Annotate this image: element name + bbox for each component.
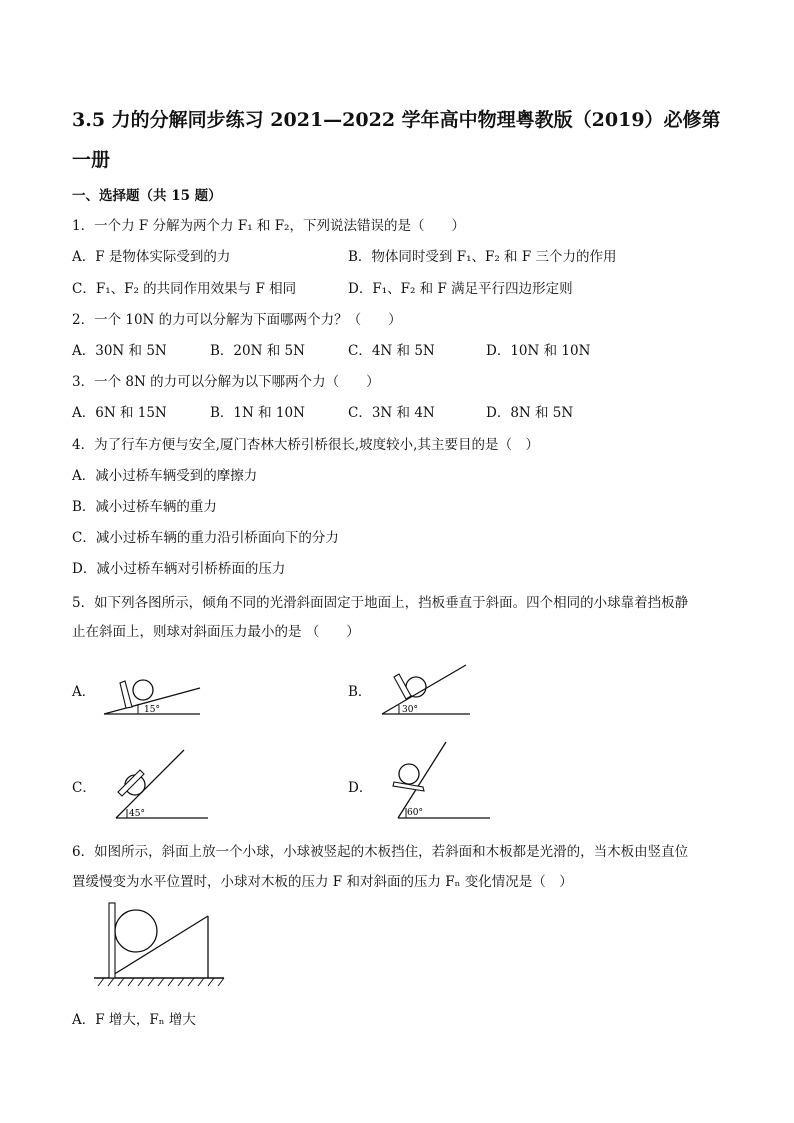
q5-figure-b [376, 660, 476, 720]
q5-angle-c: 45° [129, 809, 145, 819]
q5-angle-a: 15° [144, 705, 160, 715]
q3-option-b: B．1N 和 10N [210, 405, 305, 421]
q4-option-c: C．减小过桥车辆的重力沿引桥面向下的分力 [72, 530, 339, 546]
q5-stem-line1: 5．如下列各图所示，倾角不同的光滑斜面固定于地面上，挡板垂直于斜面。四个相同的小球靠着挡板静 [72, 595, 689, 611]
q5-stem-line2: 止在斜面上，则球对斜面压力最小的是 （ ） [72, 624, 360, 640]
q2-option-b: B．20N 和 5N [210, 343, 305, 359]
q2-stem: 2．一个 10N 的力可以分解为下面哪两个力？（ ） [72, 312, 402, 328]
q5-figure-c [108, 742, 212, 822]
q5-label-b: B． [348, 684, 372, 700]
q5-label-a: A． [72, 684, 96, 700]
q4-option-d: D．减小过桥车辆对引桥桥面的压力 [72, 561, 286, 577]
q6-stem-line1: 6．如图所示，斜面上放一个小球，小球被竖起的木板挡住，若斜面和木板都是光滑的，当木板由竖直位 [72, 844, 689, 860]
q3-option-d: D．8N 和 5N [486, 405, 574, 421]
q3-option-c: C．3N 和 4N [348, 405, 435, 421]
q5-label-c: C． [72, 780, 96, 796]
q1-option-c: C．F₁、F₂ 的共同作用效果与 F 相同 [72, 281, 297, 297]
q5-figure-a [100, 664, 210, 720]
page-title: 3.5 力的分解同步练习 2021—2022 学年高中物理粤教版（2019）必修第一册 [72, 109, 721, 171]
q5-figure-d [384, 738, 494, 822]
q6-figure [90, 900, 230, 994]
q5-angle-d: 60° [407, 808, 423, 818]
q1-option-a: A．F 是物体实际受到的力 [72, 249, 231, 265]
q2-option-a: A．30N 和 5N [72, 343, 167, 359]
q5-label-d: D． [348, 780, 373, 796]
q1-option-b: B．物体同时受到 F₁、F₂ 和 F 三个力的作用 [348, 249, 617, 265]
q3-stem: 3．一个 8N 的力可以分解为以下哪两个力（ ） [72, 374, 380, 390]
q6-stem-line2: 置缓慢变为水平位置时，小球对木板的压力 F 和对斜面的压力 Fₙ 变化情况是（ ） [72, 874, 573, 890]
q1-stem: 1．一个力 F 分解为两个力 F₁ 和 F₂，下列说法错误的是（ ） [72, 218, 465, 234]
q1-option-d: D．F₁、F₂ 和 F 满足平行四边形定则 [348, 281, 573, 297]
q4-stem: 4．为了行车方便与安全,厦门杏林大桥引桥很长,坡度较小,其主要目的是（ ） [72, 437, 539, 453]
q2-option-d: D．10N 和 10N [486, 343, 591, 359]
q5-angle-b: 30° [402, 705, 418, 715]
q4-option-b: B．减小过桥车辆的重力 [72, 499, 217, 515]
q4-option-a: A．减小过桥车辆受到的摩擦力 [72, 468, 258, 484]
q6-option-a: A．F 增大，Fₙ 增大 [72, 1012, 196, 1028]
q2-option-c: C．4N 和 5N [348, 343, 435, 359]
section-heading: 一、选择题（共 15 题） [72, 188, 222, 204]
q3-option-a: A．6N 和 15N [72, 405, 167, 421]
